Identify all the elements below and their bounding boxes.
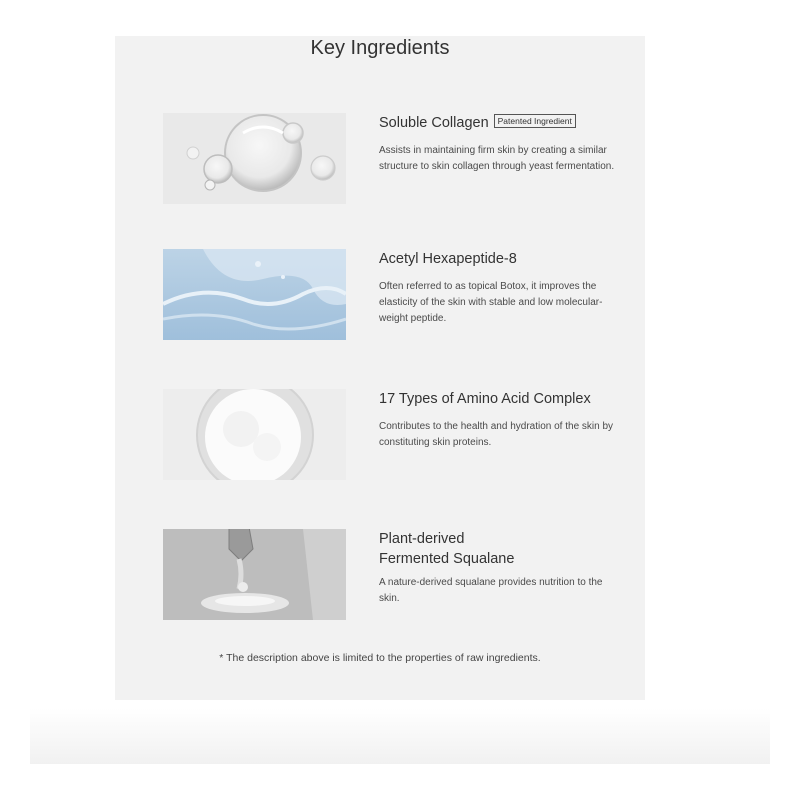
ingredient-name-text: Soluble Collagen bbox=[379, 115, 489, 131]
ingredient-name bbox=[379, 113, 619, 133]
ingredient-name: 17 Types of Amino Acid Complex bbox=[379, 391, 591, 407]
disclaimer-footnote: * The description above is limited to the properties of raw ingredients. bbox=[219, 652, 541, 664]
ingredient-name-line-2: Fermented Squalane bbox=[379, 551, 515, 567]
water-bubbles-image bbox=[163, 113, 346, 204]
dropper-oil-image bbox=[163, 529, 346, 620]
ingredient-description: Often referred to as topical Botox, it improves the elasticity of the skin with stable and low molecular-weight peptide. bbox=[379, 281, 603, 324]
white-powder-dish-image bbox=[163, 389, 346, 480]
page-title: Key Ingredients bbox=[310, 37, 450, 59]
ingredient-name: Acetyl Hexapeptide-8 bbox=[379, 251, 517, 267]
ingredient-name bbox=[379, 529, 619, 569]
blue-gel-texture-image bbox=[163, 249, 346, 340]
ingredient-description: Contributes to the health and hydration of the skin by constituting skin proteins. bbox=[379, 421, 614, 448]
ingredient-description: A nature-derived squalane provides nutrition to the skin. bbox=[379, 577, 603, 604]
patented-badge: Patented Ingredient bbox=[494, 114, 576, 128]
ingredient-name-line-1: Plant-derived bbox=[379, 531, 465, 547]
key-ingredients-panel bbox=[115, 36, 645, 700]
ingredient-description: Assists in maintaining firm skin by creating a similar structure to skin collagen through yeast fermentation. bbox=[379, 145, 615, 172]
bottom-fade-band bbox=[30, 708, 770, 764]
